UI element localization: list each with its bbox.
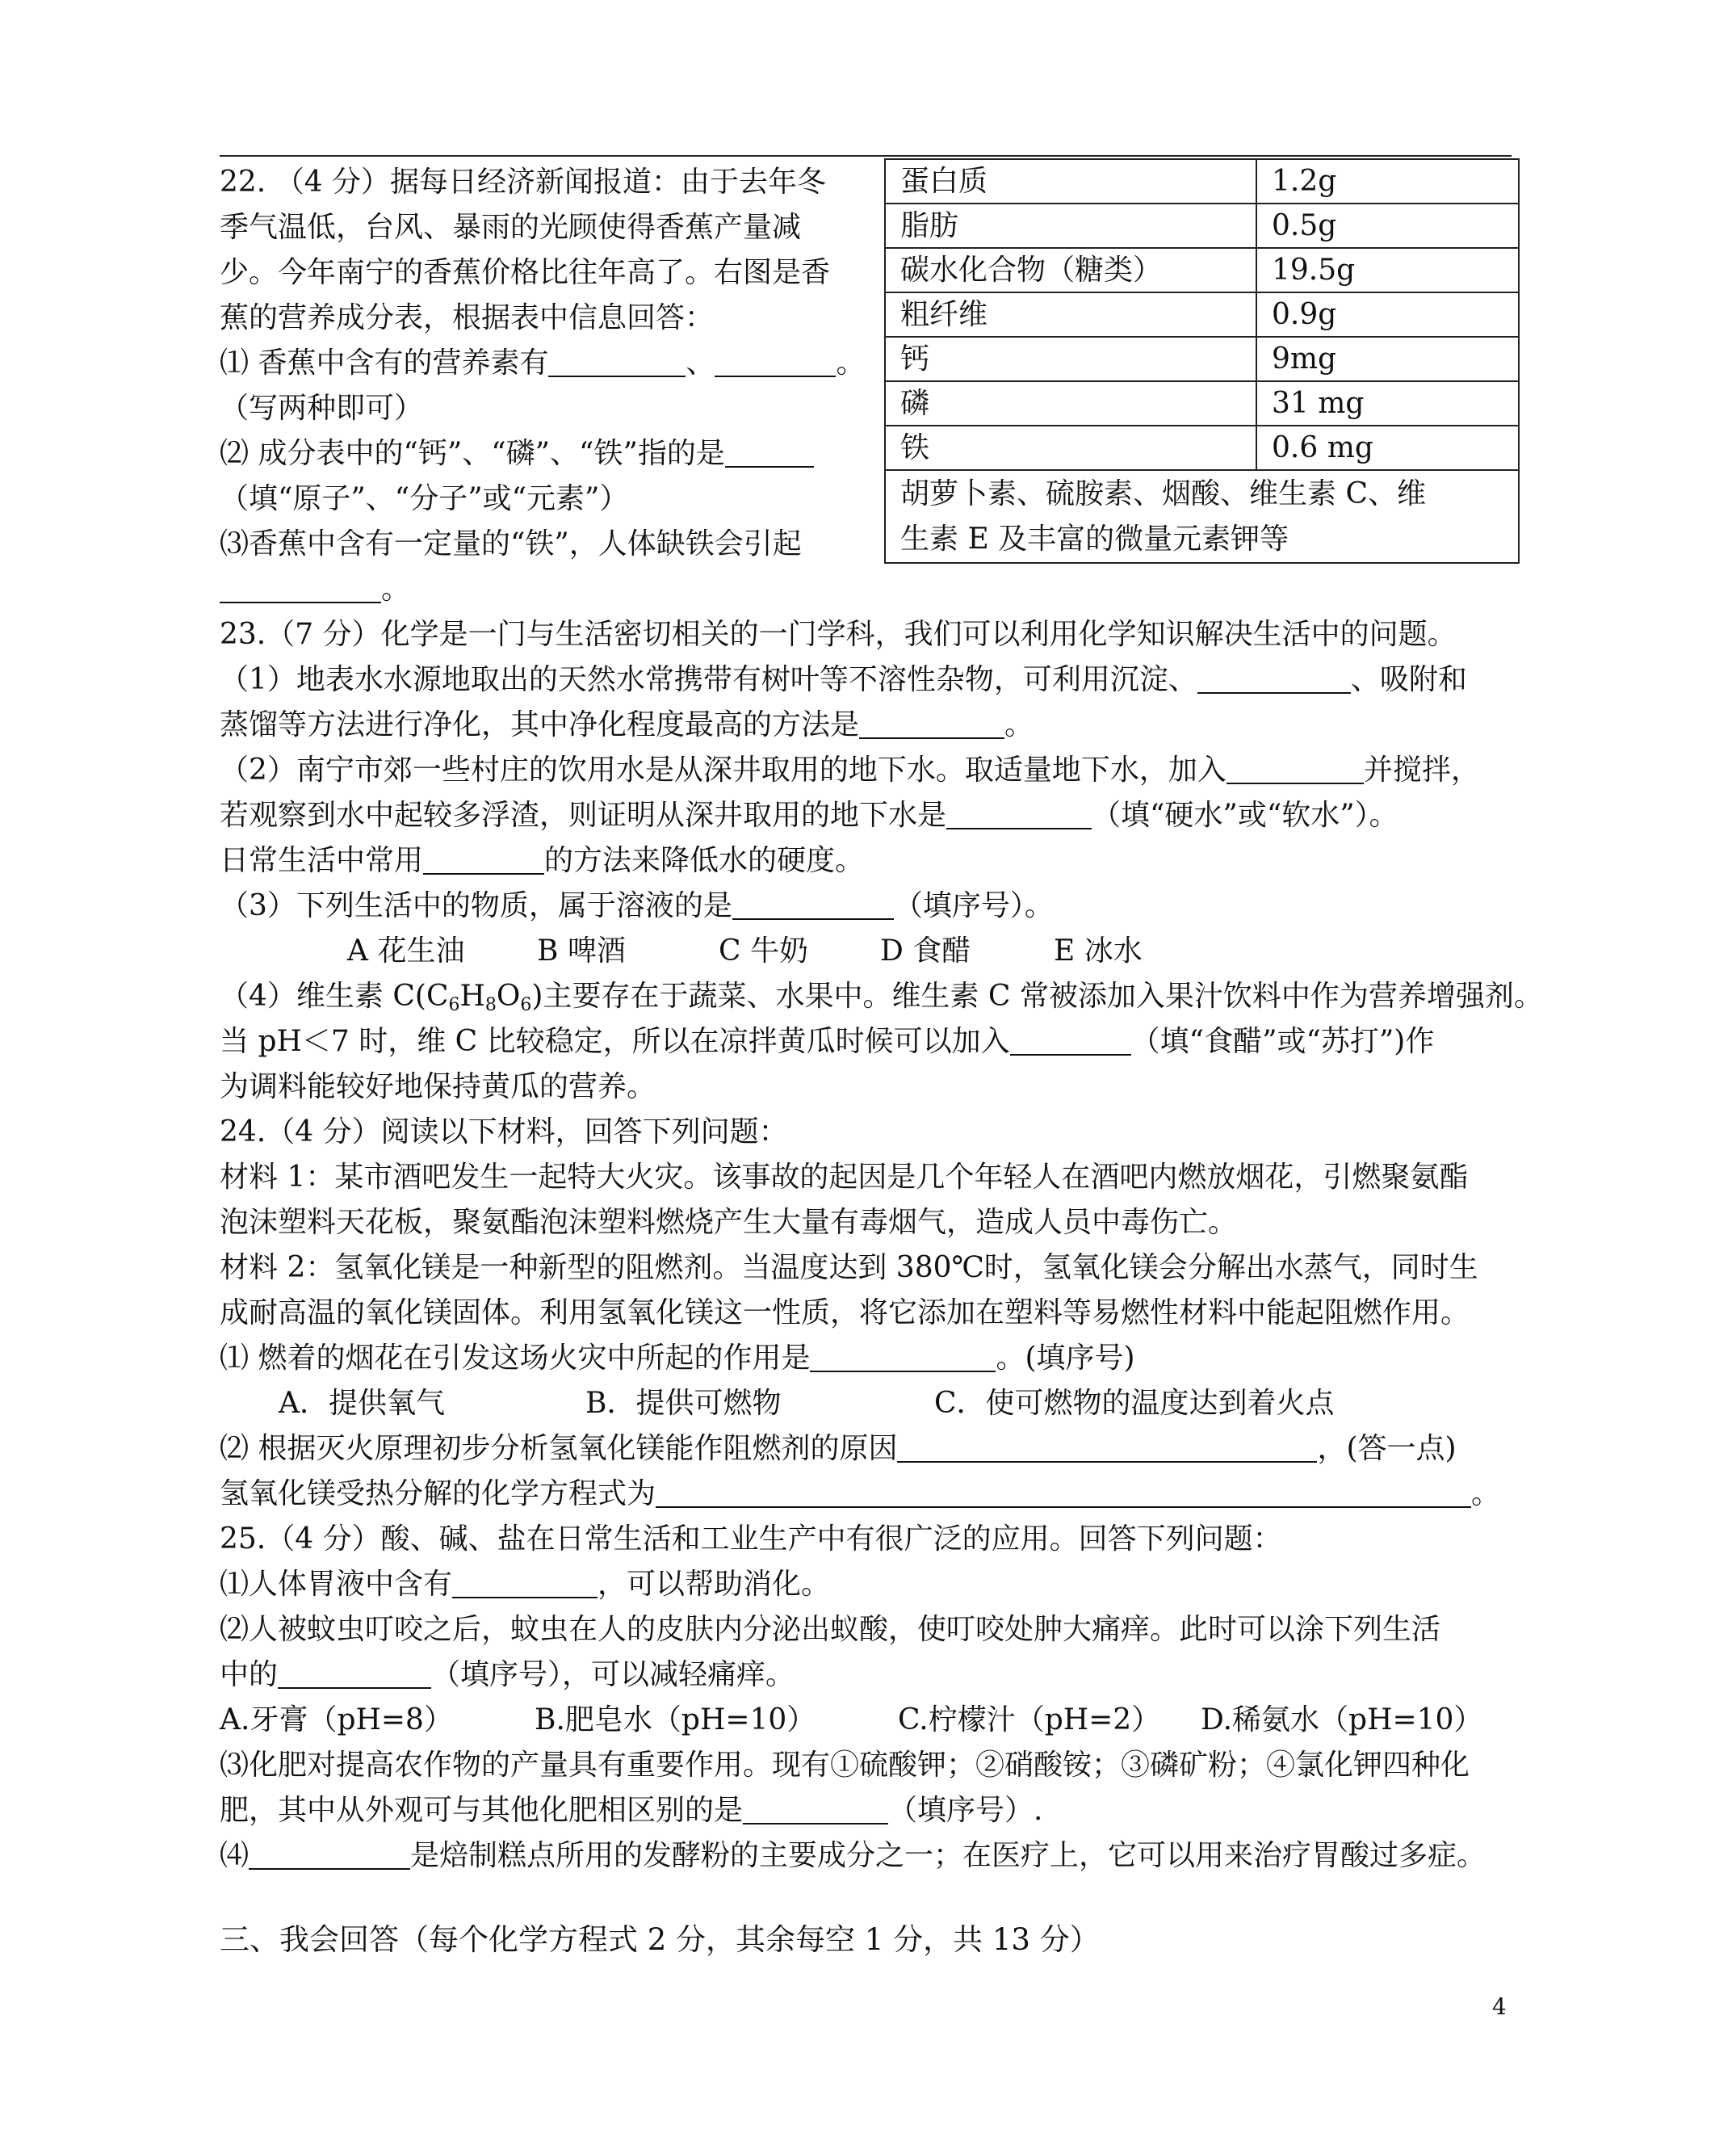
nutrition-note: [885, 470, 1519, 563]
nutrient-value: 0.9g: [1256, 292, 1519, 337]
q22-line2: 季气温低，台风、暴雨的光顾使得香蕉产量减: [220, 211, 802, 244]
answer-blank[interactable]: [1197, 660, 1351, 694]
nutrient-name: 钙: [885, 337, 1256, 381]
option-c: C 牛奶: [719, 934, 808, 968]
q25-part1: ⑴人体胃液中含有 ，可以帮助消化。: [220, 1564, 830, 1609]
option-c: C.柠檬汁（pH=2）: [898, 1703, 1161, 1736]
nutrient-value: 31 mg: [1256, 381, 1519, 426]
answer-blank[interactable]: [278, 1655, 431, 1689]
q22-line3: 少。今年南宁的香蕉价格比往年高了。右图是香: [220, 256, 831, 289]
nutrient-name: 铁: [885, 426, 1256, 470]
nutrient-name: 蛋白质: [885, 159, 1256, 204]
answer-blank[interactable]: [810, 1338, 996, 1372]
header-rule: [220, 155, 1512, 157]
answer-blank[interactable]: [732, 886, 894, 920]
option-e: E 冰水: [1054, 934, 1143, 968]
nutrient-name: 磷: [885, 381, 1256, 426]
q22-part3-answer: 。: [220, 569, 410, 614]
answer-blank[interactable]: [743, 1791, 888, 1825]
nutrition-note-row: [885, 470, 1519, 563]
answer-blank[interactable]: [1010, 1022, 1131, 1056]
nutrition-note-line1: 胡萝卜素、硫胺素、烟酸、维生素 C、维: [900, 477, 1426, 510]
option-a: A．提供氧气: [279, 1387, 445, 1420]
answer-blank[interactable]: [715, 343, 836, 377]
q22-part2: ⑵ 成分表中的“钙”、“磷”、“铁”指的是: [220, 433, 814, 478]
nutrition-row: [885, 426, 1519, 470]
q23-part4-line2: 当 pH＜7 时，维 C 比较稳定，所以在凉拌黄瓜时候可以加入 （填“食醋”或“苏打”)作: [220, 1021, 1434, 1066]
section-3-heading: 三、我会回答（每个化学方程式 2 分，其余每空 1 分，共 13 分）: [220, 1922, 1100, 1957]
answer-blank[interactable]: [220, 569, 381, 603]
option-a: A 花生油: [347, 934, 465, 968]
q25-options: [220, 1699, 1482, 1745]
answer-blank[interactable]: [1227, 750, 1364, 784]
nutrition-row: [885, 292, 1519, 337]
answer-blank[interactable]: [946, 796, 1092, 829]
answer-blank[interactable]: [423, 841, 544, 875]
q22-part2-note: （填“原子”、“分子”或“元素”）: [220, 482, 629, 515]
q23-part4-line3: 为调料能较好地保持黄瓜的营养。: [220, 1070, 656, 1103]
nutrient-name: 粗纤维: [885, 292, 1256, 337]
q24-part1: ⑴ 燃着的烟花在引发这场火灾中所起的作用是 。(填序号): [220, 1337, 1135, 1383]
option-a: A.牙膏（pH=8）: [220, 1703, 453, 1736]
answer-blank[interactable]: [656, 1474, 1471, 1508]
q25-part2-line2: 中的 （填序号），可以减轻痛痒。: [220, 1654, 795, 1699]
answer-blank[interactable]: [249, 1836, 410, 1870]
option-d: D 食醋: [880, 934, 971, 968]
q25-part2-line1: ⑵人被蚊虫叮咬之后，蚊虫在人的皮肤内分泌出蚁酸，使叮咬处肿大痛痒。此时可以涂下列生活: [220, 1613, 1441, 1646]
nutrient-value: 0.6 mg: [1256, 426, 1519, 470]
q23-part2-line2: 若观察到水中起较多浮渣，则证明从深井取用的地下水是 （填“硬水”或“软水”）。: [220, 795, 1398, 840]
q24-material2-line2: 成耐高温的氧化镁固体。利用氢氧化镁这一性质，将它添加在塑料等易燃性材料中能起阻燃作用。: [220, 1296, 1470, 1329]
q24-part2-line1: ⑵ 根据灭火原理初步分析氢氧化镁能作阻燃剂的原因 ，(答一点): [220, 1428, 1457, 1473]
nutrient-name: 脂肪: [885, 204, 1256, 248]
q23-options: [347, 930, 1143, 976]
q23-part3: （3）下列生活中的物质，属于溶液的是 （填序号）。: [220, 885, 1054, 930]
option-b: B 啤酒: [537, 934, 626, 968]
q25-part4: ⑷ 是焙制糕点所用的发酵粉的主要成分之一；在医疗上，它可以用来治疗胃酸过多症。: [220, 1835, 1486, 1880]
answer-blank[interactable]: [725, 434, 814, 468]
q25-part3-line2: 肥，其中从外观可与其他化肥相区别的是 （填序号）.: [220, 1790, 1042, 1835]
nutrition-row: [885, 204, 1519, 248]
answer-blank[interactable]: [897, 1429, 1317, 1463]
nutrition-note-line2: 生素 E 及丰富的微量元素钾等: [900, 522, 1289, 556]
q25-title: 25.（4 分）酸、碱、盐在日常生活和工业生产中有很广泛的应用。回答下列问题：: [220, 1522, 1282, 1556]
option-b: B.肥皂水（pH=10）: [535, 1703, 816, 1736]
nutrient-value: 1.2g: [1256, 159, 1519, 204]
nutrition-row: [885, 337, 1519, 381]
page-number: 4: [1492, 1993, 1507, 2020]
answer-blank[interactable]: [452, 1564, 598, 1598]
nutrient-name: 碳水化合物（糖类）: [885, 248, 1256, 292]
q22-part1: ⑴ 香蕉中含有的营养素有 、 。: [220, 342, 865, 388]
nutrient-value: 9mg: [1256, 337, 1519, 381]
q24-title: 24.（4 分）阅读以下材料，回答下列问题：: [220, 1115, 788, 1148]
q24-material1-line2: 泡沫塑料天花板，聚氨酯泡沫塑料燃烧产生大量有毒烟气，造成人员中毒伤亡。: [220, 1206, 1238, 1239]
q24-part2-line2: 氢氧化镁受热分解的化学方程式为 。: [220, 1473, 1500, 1518]
nutrition-row: [885, 248, 1519, 292]
option-d: D.稀氨水（pH=10）: [1201, 1703, 1483, 1736]
nutrition-row: [885, 159, 1519, 204]
q22-line1: 22. （4 分）据每日经济新闻报道：由于去年冬: [220, 166, 827, 199]
option-b: B．提供可燃物: [585, 1387, 782, 1420]
q25-part3-line1: ⑶化肥对提高农作物的产量具有重要作用。现有①硫酸钾；②硝酸铵；③磷矿粉；④氯化钾四种化: [220, 1749, 1470, 1782]
q23-part2-line1: （2）南宁市郊一些村庄的饮用水是从深井取用的地下水。取适量地下水，加入 并搅拌，: [220, 750, 1480, 795]
nutrient-value: 0.5g: [1256, 204, 1519, 248]
q22-part1-note: （写两种即可）: [220, 392, 424, 425]
option-c: C．使可燃物的温度达到着火点: [934, 1387, 1335, 1420]
nutrition-row: [885, 381, 1519, 426]
q23-part1-line1: （1）地表水水源地取出的天然水常携带有树叶等不溶性杂物，可利用沉淀、 、吸附和: [220, 659, 1467, 704]
q24-material2-line1: 材料 2：氢氧化镁是一种新型的阻燃剂。当温度达到 380℃时，氢氧化镁会分解出水蒸气，同时生: [220, 1251, 1478, 1284]
q22-line4: 蕉的营养成分表，根据表中信息回答：: [220, 301, 715, 334]
q24-options: [279, 1383, 1335, 1428]
q24-material1-line1: 材料 1：某市酒吧发生一起特大火灾。该事故的起因是几个年轻人在酒吧内燃放烟花，引燃聚氨酯: [220, 1161, 1469, 1194]
nutrient-value: 19.5g: [1256, 248, 1519, 292]
answer-blank[interactable]: [548, 343, 686, 377]
q23-part4-line1: （4）维生素 $C(C_6H_8O_6)$主要存在于蔬菜、水果中。维生素 C 常被添加入果汁饮料中作为营养增强剂。: [220, 980, 1543, 1015]
q23-title: 23.（7 分）化学是一门与生活密切相关的一门学科，我们可以利用化学知识解决生活中的问题。: [220, 618, 1457, 651]
answer-blank[interactable]: [859, 705, 1004, 739]
q23-part1-line2: 蒸馏等方法进行净化，其中净化程度最高的方法是 。: [220, 704, 1034, 750]
q23-part2-line3: 日常生活中常用 的方法来降低水的硬度。: [220, 840, 864, 885]
nutrition-table: [884, 158, 1520, 564]
q22-part3: ⑶香蕉中含有一定量的“铁”，人体缺铁会引起: [220, 527, 802, 561]
